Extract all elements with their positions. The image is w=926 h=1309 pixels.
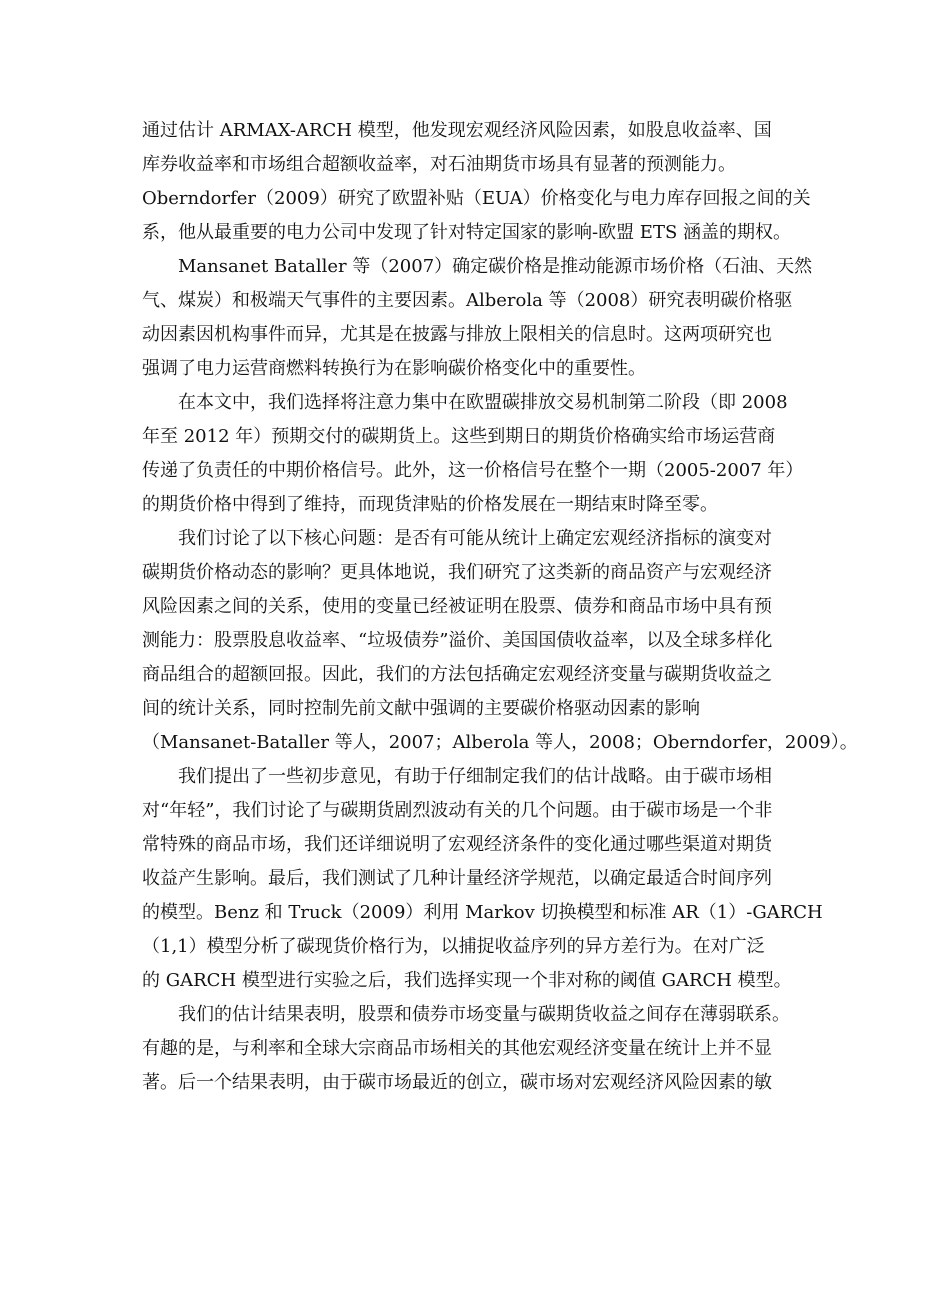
- text-line: 气、煤炭）和极端天气事件的主要因素。Alberola 等（2008）研究表明碳价格驱: [142, 290, 793, 311]
- text-line: 收益产生影响。最后，我们测试了几种计量经济学规范，以确定最适合时间序列: [142, 868, 772, 889]
- text-line: 常特殊的商品市场，我们还详细说明了宏观经济条件的变化通过哪些渠道对期货: [142, 834, 772, 855]
- paragraph-first-line: 我们提出了一些初步意见，有助于仔细制定我们的估计战略。由于碳市场相: [178, 766, 772, 787]
- text-line: 碳期货价格动态的影响？更具体地说，我们研究了这类新的商品资产与宏观经济: [142, 562, 772, 583]
- text-line: 通过估计 ARMAX-ARCH 模型，他发现宏观经济风险因素，如股息收益率、国: [142, 120, 772, 141]
- text-line: 间的统计关系，同时控制先前文献中强调的主要碳价格驱动因素的影响: [142, 698, 700, 719]
- text-line: 的 GARCH 模型进行实验之后，我们选择实现一个非对称的阈值 GARCH 模型。: [142, 970, 792, 991]
- text-line: 的模型。Benz 和 Truck（2009）利用 Markov 切换模型和标准 AR（1）-GARCH: [142, 902, 823, 923]
- text-line: Oberndorfer（2009）研究了欧盟补贴（EUA）价格变化与电力库存回报之间的关: [142, 188, 811, 209]
- text-line: 有趣的是，与利率和全球大宗商品市场相关的其他宏观经济变量在统计上并不显: [142, 1038, 772, 1059]
- paragraph-first-line: 在本文中，我们选择将注意力集中在欧盟碳排放交易机制第二阶段（即 2008: [178, 392, 788, 413]
- text-line: 传递了负责任的中期价格信号。此外，这一价格信号在整个一期（2005-2007 年）: [142, 460, 804, 481]
- text-line: 对“年轻”，我们讨论了与碳期货剧烈波动有关的几个问题。由于碳市场是一个非: [142, 800, 773, 821]
- text-line: 的期货价格中得到了维持，而现货津贴的价格发展在一期结束时降至零。: [142, 494, 718, 515]
- paragraph-first-line: 我们讨论了以下核心问题：是否有可能从统计上确定宏观经济指标的演变对: [178, 528, 772, 549]
- text-line: 动因素因机构事件而异，尤其是在披露与排放上限相关的信息时。这两项研究也: [142, 324, 772, 345]
- text-line: 强调了电力运营商燃料转换行为在影响碳价格变化中的重要性。: [142, 358, 646, 379]
- paragraph-first-line: 我们的估计结果表明，股票和债券市场变量与碳期货收益之间存在薄弱联系。: [178, 1004, 790, 1025]
- text-line: 年至 2012 年）预期交付的碳期货上。这些到期日的期货价格确实给市场运营商: [142, 426, 776, 447]
- text-line: 系，他从最重要的电力公司中发现了针对特定国家的影响-欧盟 ETS 涵盖的期权。: [142, 222, 791, 243]
- text-line: 风险因素之间的关系，使用的变量已经被证明在股票、债券和商品市场中具有预: [142, 596, 772, 617]
- text-line: 商品组合的超额回报。因此，我们的方法包括确定宏观经济变量与碳期货收益之: [142, 664, 772, 685]
- paragraph-first-line: Mansanet Bataller 等（2007）确定碳价格是推动能源市场价格（石油、天然: [178, 256, 813, 277]
- text-line: 著。后一个结果表明，由于碳市场最近的创立，碳市场对宏观经济风险因素的敏: [142, 1072, 772, 1093]
- text-line: （Mansanet-Bataller 等人，2007；Alberola 等人，2008；Oberndorfer，2009）。: [142, 732, 858, 753]
- text-line: 测能力：股票股息收益率、“垃圾债券”溢价、美国国债收益率，以及全球多样化: [142, 630, 773, 651]
- text-line: 库券收益率和市场组合超额收益率，对石油期货市场具有显著的预测能力。: [142, 154, 736, 175]
- text-line: （1,1）模型分析了碳现货价格行为，以捕捉收益序列的异方差行为。在对广泛: [142, 936, 765, 957]
